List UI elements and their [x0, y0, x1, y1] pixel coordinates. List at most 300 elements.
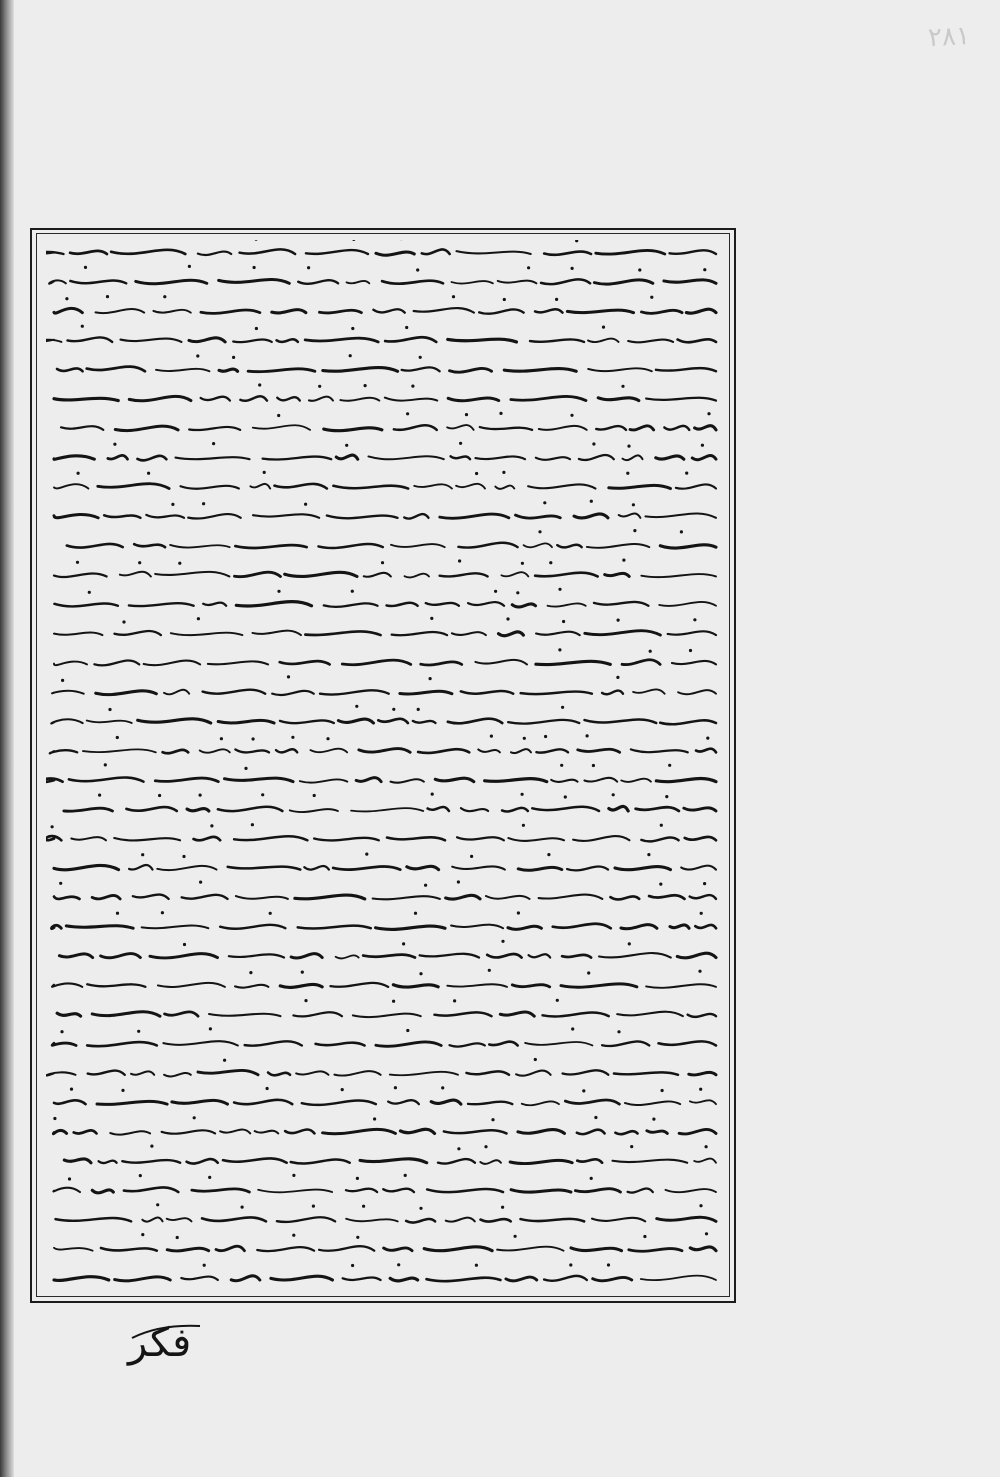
ink-word — [679, 1129, 716, 1134]
ink-dot — [534, 1058, 537, 1061]
ink-word — [158, 983, 225, 987]
ink-word — [54, 456, 94, 459]
ink-word — [619, 513, 641, 517]
ink-word — [338, 719, 373, 723]
manuscript-line — [46, 325, 716, 343]
ink-dot — [364, 384, 367, 387]
ink-word — [304, 866, 329, 870]
ink-dot — [680, 530, 683, 533]
ink-word — [690, 895, 716, 899]
ink-word — [685, 837, 716, 840]
ink-word — [647, 1131, 668, 1134]
ink-word — [422, 249, 450, 254]
ink-dot — [689, 649, 692, 652]
ink-dot — [592, 764, 595, 767]
ink-dot — [182, 855, 185, 858]
ink-dot — [406, 1029, 409, 1032]
ink-dot — [223, 1059, 226, 1062]
ink-word — [129, 396, 191, 400]
ink-word — [592, 1218, 645, 1222]
ink-word — [97, 1101, 167, 1104]
ink-word — [52, 1043, 76, 1046]
ink-word — [535, 573, 598, 577]
ink-dot — [587, 971, 590, 974]
ink-dot — [156, 1203, 159, 1206]
ink-word — [330, 983, 388, 987]
ink-word — [74, 1130, 97, 1133]
ink-word — [376, 252, 414, 255]
ink-word — [598, 398, 639, 401]
ink-dot — [147, 472, 150, 475]
ink-word — [155, 778, 218, 782]
ink-word — [427, 1278, 501, 1281]
ink-dot — [341, 1088, 344, 1091]
ink-word — [248, 369, 315, 372]
manuscript-line — [57, 999, 716, 1017]
ink-word — [420, 954, 479, 958]
ink-dot — [706, 737, 709, 740]
ink-dot — [693, 618, 696, 621]
ink-word — [529, 954, 551, 957]
ink-dot — [183, 943, 186, 946]
ink-word — [670, 250, 716, 254]
ink-word — [54, 1100, 86, 1104]
ink-word — [121, 339, 182, 342]
ink-word — [200, 749, 230, 752]
manuscript-line — [53, 1174, 716, 1193]
ink-dot — [255, 327, 258, 330]
ink-word — [359, 749, 410, 753]
ink-dot — [53, 1117, 56, 1120]
ink-word — [203, 690, 266, 694]
ink-dot — [419, 972, 422, 975]
manuscript-line — [55, 1203, 716, 1222]
ink-dot — [307, 266, 310, 269]
ink-word — [310, 749, 347, 753]
ink-word — [440, 514, 509, 518]
ink-word — [50, 750, 77, 753]
ink-word — [565, 1100, 619, 1104]
ink-word — [478, 749, 500, 752]
ink-word — [594, 602, 648, 606]
ink-word — [508, 838, 564, 841]
ink-word — [636, 807, 679, 811]
ink-dot — [419, 356, 422, 359]
ink-word — [277, 1217, 335, 1222]
ink-word — [664, 426, 689, 430]
ink-word — [571, 1248, 621, 1251]
ink-word — [373, 309, 404, 312]
ink-word — [202, 1217, 266, 1221]
ink-word — [615, 867, 670, 870]
ink-dot — [171, 503, 174, 506]
ink-word — [234, 1100, 292, 1104]
ink-word — [231, 1276, 260, 1281]
ink-word — [236, 896, 288, 899]
ink-dot — [301, 971, 304, 974]
ink-word — [631, 749, 688, 752]
ink-dot — [59, 882, 62, 885]
ink-word — [229, 954, 284, 957]
ink-word — [387, 837, 445, 840]
ink-word — [532, 807, 599, 811]
ink-word — [596, 426, 626, 430]
ink-word — [120, 572, 151, 577]
ink-word — [280, 720, 334, 723]
ink-word — [676, 484, 716, 488]
ink-word — [54, 604, 117, 607]
ink-word — [553, 924, 611, 928]
ink-word — [54, 897, 79, 899]
ink-word — [165, 1012, 198, 1016]
ink-word — [216, 1246, 244, 1250]
ink-word — [70, 280, 126, 283]
ink-word — [309, 397, 333, 401]
ink-dot — [287, 675, 290, 678]
ink-word — [458, 543, 517, 548]
manuscript-line — [54, 295, 716, 314]
ink-word — [511, 749, 531, 753]
ink-word — [167, 1218, 192, 1221]
ink-word — [240, 249, 296, 254]
ink-word — [593, 1277, 632, 1280]
ink-word — [378, 719, 408, 723]
ink-dot — [516, 591, 519, 594]
ink-word — [602, 691, 623, 695]
ink-word — [672, 661, 716, 664]
ink-dot — [616, 676, 619, 679]
ink-word — [424, 1247, 492, 1251]
ink-word — [376, 926, 445, 929]
ink-word — [447, 425, 473, 430]
ink-dot — [452, 295, 455, 298]
ink-word — [54, 484, 88, 488]
ink-word — [497, 1247, 563, 1251]
manuscript-text-block — [46, 240, 722, 1292]
ink-word — [596, 250, 665, 254]
ink-word — [518, 1130, 564, 1134]
ink-word — [234, 836, 307, 840]
ink-word — [610, 896, 639, 899]
ink-dot — [122, 620, 125, 623]
manuscript-line — [54, 617, 716, 636]
ink-word — [665, 1189, 716, 1192]
ink-word — [223, 1158, 287, 1162]
binding-shadow — [0, 0, 14, 1477]
ink-dot — [575, 240, 578, 242]
ink-dot — [352, 240, 355, 241]
ink-word — [659, 1041, 716, 1045]
ink-dot — [560, 764, 563, 767]
ink-word — [88, 1071, 125, 1075]
ink-dot — [630, 1145, 633, 1148]
ink-dot — [429, 677, 432, 680]
ink-word — [134, 544, 165, 547]
ink-word — [479, 309, 523, 313]
ink-dot — [402, 942, 405, 945]
ink-word — [110, 1131, 150, 1134]
ink-word — [384, 1248, 412, 1251]
ink-word — [64, 808, 113, 811]
ink-dot — [326, 737, 329, 740]
ink-dot — [543, 501, 546, 504]
ink-dot — [411, 385, 414, 388]
ink-dot — [291, 736, 294, 739]
manuscript-line — [46, 734, 716, 753]
ink-word — [400, 691, 452, 694]
manuscript-line — [54, 471, 716, 489]
ink-dot — [484, 1145, 487, 1148]
ink-dot — [356, 1236, 359, 1239]
ink-dot — [419, 1207, 422, 1210]
ink-word — [573, 836, 629, 841]
ink-dot — [312, 1205, 315, 1208]
ink-word — [54, 1248, 93, 1251]
ink-word — [567, 867, 608, 871]
ink-word — [252, 631, 300, 635]
ink-dot — [633, 529, 636, 532]
ink-dot — [491, 1118, 494, 1121]
ink-dot — [404, 1174, 407, 1177]
ink-word — [393, 985, 438, 987]
ink-dot — [494, 590, 497, 593]
ink-word — [577, 1130, 605, 1134]
manuscript-line — [54, 500, 716, 519]
ink-word — [516, 1071, 550, 1076]
ink-word — [694, 1159, 716, 1163]
ink-dot — [457, 880, 460, 883]
ink-dot — [590, 500, 593, 503]
ink-word — [298, 280, 338, 284]
ink-word — [512, 604, 535, 607]
ink-dot — [139, 1174, 142, 1177]
ink-dot — [414, 912, 417, 915]
ink-word — [144, 661, 200, 666]
ink-word — [695, 925, 716, 928]
ink-word — [563, 1070, 609, 1074]
ink-dot — [269, 912, 272, 915]
ink-word — [692, 455, 716, 459]
ink-dot — [365, 853, 368, 856]
ink-word — [257, 1247, 314, 1251]
ink-dot — [392, 708, 395, 711]
ink-dot — [362, 1205, 365, 1208]
ink-word — [629, 1249, 682, 1252]
ink-dot — [373, 1117, 376, 1120]
ink-word — [476, 456, 526, 459]
ink-word — [57, 1013, 80, 1016]
ink-word — [690, 1247, 716, 1251]
ink-word — [129, 865, 152, 870]
ink-dot — [150, 1145, 153, 1148]
ink-dot — [705, 1232, 708, 1235]
ink-word — [187, 809, 209, 811]
manuscript-line — [54, 853, 716, 871]
ink-word — [392, 632, 447, 635]
ink-word — [468, 602, 504, 606]
ink-dot — [650, 296, 653, 299]
ink-dot — [253, 266, 256, 269]
ink-dot — [707, 412, 710, 415]
manuscript-line — [46, 240, 716, 255]
ink-word — [584, 778, 617, 782]
ink-word — [448, 398, 499, 401]
ink-word — [108, 455, 128, 459]
ink-word — [277, 397, 300, 400]
ink-dot — [590, 1177, 593, 1180]
ink-word — [387, 603, 418, 606]
ink-dot — [523, 737, 526, 740]
ink-dot — [349, 354, 352, 357]
ink-word — [218, 807, 282, 811]
ink-dot — [351, 327, 354, 330]
manuscript-line — [46, 969, 716, 988]
ink-word — [351, 808, 423, 811]
ink-word — [324, 428, 382, 431]
ink-word — [68, 337, 113, 342]
ink-word — [686, 309, 716, 313]
ink-word — [656, 368, 716, 371]
ink-word — [316, 1043, 365, 1046]
ink-dot — [251, 823, 254, 826]
ink-word — [87, 1042, 157, 1046]
ink-word — [388, 1100, 419, 1104]
ink-dot — [698, 970, 701, 973]
ink-word — [376, 1042, 441, 1046]
ink-word — [189, 427, 240, 430]
ink-word — [485, 779, 547, 782]
ink-word — [319, 1246, 374, 1251]
ink-word — [181, 1277, 218, 1280]
ink-dot — [659, 883, 662, 886]
ink-word — [163, 750, 189, 753]
ink-word — [220, 1130, 250, 1134]
manuscript-line — [64, 1145, 716, 1164]
ink-word — [383, 1189, 414, 1192]
ink-word — [622, 660, 660, 665]
ink-word — [101, 1248, 157, 1251]
ink-word — [305, 338, 378, 342]
ink-dot — [594, 1116, 597, 1119]
ink-dot — [65, 297, 68, 300]
ink-dot — [220, 737, 223, 740]
ink-word — [466, 1071, 508, 1074]
ink-word — [426, 603, 459, 606]
ink-word — [418, 749, 469, 753]
ink-word — [544, 252, 591, 255]
ink-word — [164, 690, 189, 695]
ink-dot — [488, 969, 491, 972]
ink-word — [413, 721, 436, 723]
ink-word — [421, 662, 462, 665]
ink-dot — [60, 1030, 63, 1033]
ink-word — [319, 310, 361, 313]
ink-word — [137, 456, 166, 461]
ink-dot — [501, 1206, 504, 1209]
ink-word — [646, 984, 716, 988]
ink-word — [585, 631, 661, 635]
ink-word — [280, 984, 322, 987]
ink-dot — [141, 853, 144, 856]
ink-word — [66, 926, 133, 928]
ink-word — [457, 837, 504, 840]
ink-word — [447, 984, 507, 987]
ink-word — [621, 925, 657, 929]
ink-word — [428, 807, 449, 811]
ink-word — [122, 1160, 180, 1163]
ink-word — [271, 1276, 333, 1280]
ink-dot — [161, 911, 164, 914]
ink-word — [336, 455, 357, 459]
catchword: فكر — [128, 1320, 192, 1366]
ink-word — [52, 925, 62, 928]
ink-word — [449, 1043, 484, 1046]
ink-word — [285, 572, 357, 576]
ink-dot — [701, 444, 704, 447]
ink-dot — [61, 679, 64, 682]
ink-dot — [116, 912, 119, 915]
ink-word — [579, 455, 614, 460]
ink-dot — [176, 1236, 179, 1239]
manuscript-line — [54, 588, 716, 607]
ink-word — [508, 720, 579, 724]
ink-word — [343, 1278, 381, 1280]
ink-dot — [699, 1204, 702, 1207]
ink-dot — [197, 617, 200, 620]
ink-word — [129, 603, 194, 606]
ink-word — [201, 310, 260, 313]
ink-word — [126, 807, 176, 811]
ink-dot — [685, 472, 688, 475]
ink-word — [400, 1129, 434, 1133]
manuscript-line — [46, 823, 716, 841]
ink-word — [280, 661, 330, 664]
ink-word — [277, 339, 298, 342]
manuscript-line — [54, 648, 716, 665]
ink-word — [681, 866, 716, 870]
ink-dot — [106, 295, 109, 298]
ink-word — [390, 1072, 458, 1075]
ink-word — [646, 398, 716, 401]
ink-dot — [141, 1233, 144, 1236]
ink-word — [363, 955, 415, 958]
ink-word — [364, 573, 391, 577]
ink-word — [489, 1042, 517, 1046]
ink-dot — [108, 708, 111, 711]
ink-word — [334, 1071, 380, 1075]
ink-dot — [638, 268, 641, 271]
ink-word — [536, 749, 568, 752]
ink-word — [333, 866, 400, 869]
ink-dot — [116, 736, 119, 739]
ink-word — [318, 544, 382, 548]
ink-word — [645, 513, 716, 517]
ink-word — [356, 778, 381, 782]
ink-dot — [232, 356, 235, 359]
ink-dot — [208, 1176, 211, 1179]
ink-dot — [266, 1087, 269, 1090]
ink-word — [71, 837, 106, 840]
ink-word — [51, 719, 82, 723]
ink-dot — [249, 971, 252, 974]
ink-word — [512, 985, 549, 987]
ink-word — [323, 1129, 396, 1133]
ink-word — [323, 368, 398, 372]
ink-dot — [643, 1235, 646, 1238]
ink-word — [236, 602, 311, 606]
ink-word — [353, 1014, 421, 1018]
ink-word — [525, 1042, 592, 1045]
